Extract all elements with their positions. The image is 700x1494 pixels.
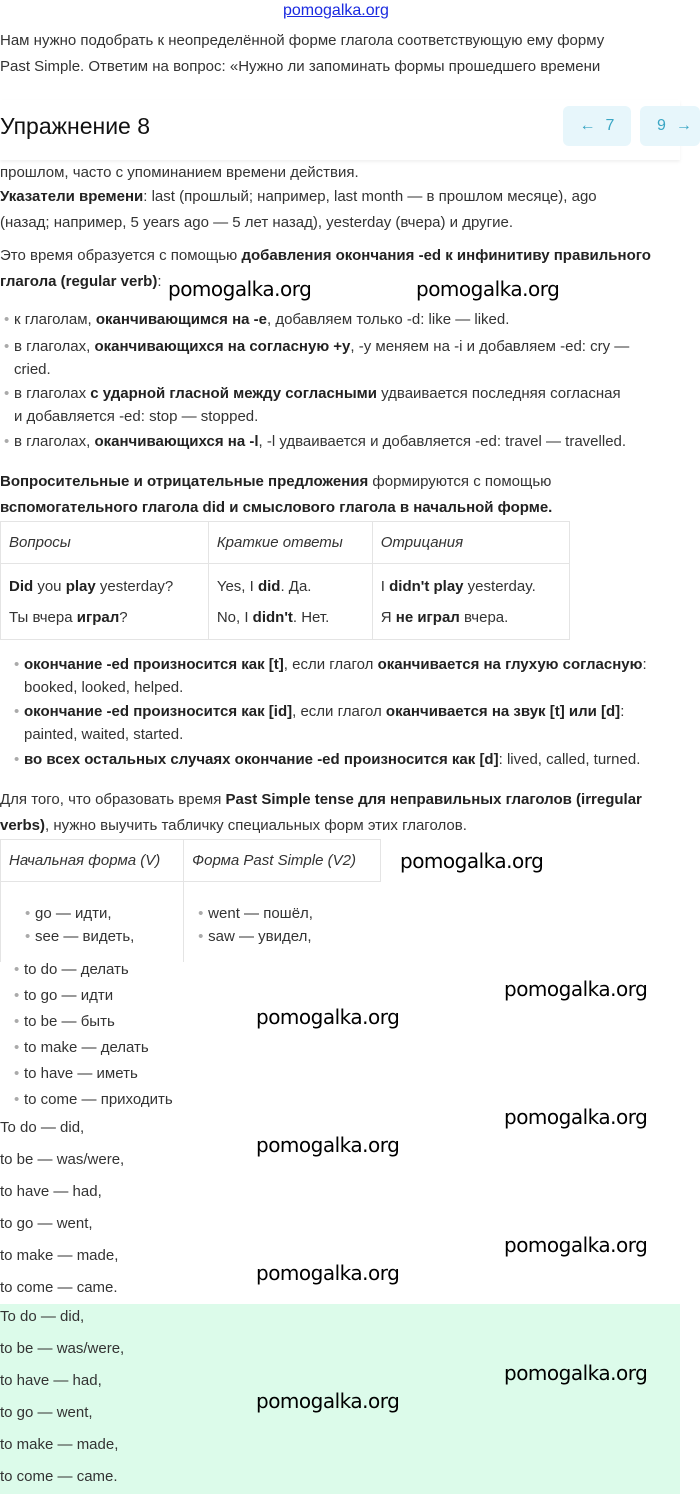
next-label: 9 — [657, 117, 666, 134]
answer-line: to go — went, — [0, 1215, 93, 1232]
page-title: Упражнение 8 — [0, 113, 151, 139]
answer-line: to go — went, — [0, 1404, 93, 1421]
prev-exercise-button[interactable] — [563, 106, 631, 146]
table-header: Вопросы — [1, 522, 209, 564]
answer-line: to be — was/were, — [0, 1340, 125, 1357]
t: оканчивается на глухую согласную — [377, 656, 643, 673]
t: didn't play — [389, 577, 464, 595]
t: в глаголах, — [14, 433, 95, 450]
intro-line: Нам нужно подобрать к неопределённой форме глагола соответствующую ему форму — [0, 32, 605, 49]
t: , если глагол — [292, 703, 386, 720]
watermark: pomogalka.org — [256, 1005, 400, 1029]
t: , если глагол — [283, 656, 378, 673]
t: не играл — [395, 608, 460, 626]
list-item: • to make — делать — [24, 1036, 149, 1059]
questions-table — [0, 521, 570, 640]
rule-item — [14, 335, 629, 381]
markers-line — [0, 188, 597, 205]
table-row — [1, 564, 570, 640]
t: , -y меняем на -i и добавляем -ed: cry — — [350, 338, 630, 355]
table-header: Форма Past Simple (V2) — [184, 840, 381, 882]
answer-line: to come — came. — [0, 1468, 118, 1485]
t: I — [380, 577, 390, 595]
t: Did — [9, 577, 34, 595]
t: окончание -ed произносится как [t] — [24, 656, 284, 673]
site-link[interactable]: pomogalka.org — [283, 2, 389, 19]
watermark: pomogalka.org — [400, 849, 544, 873]
t: didn't — [252, 608, 293, 626]
partial-line: прошлом, часто с упоминанием времени действия. — [0, 164, 359, 181]
watermark: pomogalka.org — [504, 977, 648, 1001]
t: cried. — [14, 361, 51, 378]
t: во всех остальных случаях окончание -ed произносится как [d] — [24, 751, 499, 768]
t: Я — [380, 608, 396, 626]
t: добавления окончания -ed к инфинитиву правильного — [241, 247, 651, 264]
t: формируются с помощью — [368, 473, 552, 490]
list-item: • to have — иметь — [24, 1062, 138, 1085]
answer-line: to come — came. — [0, 1279, 118, 1296]
pron-item — [24, 748, 640, 771]
t: you — [33, 577, 66, 595]
t: Вопросительные и отрицательные предложения — [0, 473, 369, 490]
t: . Да. — [280, 577, 312, 595]
t: painted, waited, started. — [24, 726, 184, 743]
t: вчера. — [459, 608, 509, 626]
t: : — [620, 703, 625, 720]
t: Ты вчера — [9, 608, 77, 626]
t: yesterday. — [463, 577, 536, 595]
t: : — [642, 656, 647, 673]
t: глагола (regular verb) — [0, 273, 158, 290]
questions-line — [0, 499, 552, 516]
rule-item — [14, 430, 626, 453]
t: : lived, called, turned. — [498, 751, 641, 768]
questions-line — [0, 473, 551, 490]
watermark: pomogalka.org — [256, 1261, 400, 1285]
list-item: • to come — приходить — [24, 1088, 173, 1111]
watermark: pomogalka.org — [504, 1233, 648, 1257]
t: окончание -ed произносится как [id] — [24, 703, 293, 720]
intro-line: Past Simple. Ответим на вопрос: «Нужно ли запоминать формы прошедшего времени — [0, 58, 601, 75]
table-cell — [1, 882, 184, 962]
t: . Нет. — [292, 608, 330, 626]
rule-item — [14, 382, 621, 428]
t: вспомогательного глагола did и смыслового глагола в начальной форме. — [0, 499, 553, 516]
table-cell — [372, 564, 569, 640]
pron-item — [24, 653, 647, 699]
next-exercise-button[interactable] — [640, 106, 700, 146]
watermark: pomogalka.org — [504, 1105, 648, 1129]
t: оканчивающихся на согласную +y — [94, 338, 351, 355]
t: и добавляется -ed: stop — stopped. — [14, 408, 259, 425]
table-header: Отрицания — [372, 522, 569, 564]
irregular-line — [0, 791, 642, 808]
t: оканчивающихся на -l — [94, 433, 259, 450]
watermark: pomogalka.org — [168, 277, 312, 301]
list-item: • go — идти, — [35, 902, 195, 925]
t: в глаголах — [14, 385, 91, 402]
t: играл — [76, 608, 120, 626]
t: verbs) — [0, 817, 46, 834]
rule-item — [14, 308, 509, 331]
markers-text: : last (прошлый; например, last month — в прошлом месяце), ago — [143, 188, 597, 205]
pron-item — [24, 700, 624, 746]
t: Для того, что образовать время — [0, 791, 226, 808]
list-item: • to be — быть — [24, 1010, 115, 1033]
answer-line: To do — did, — [0, 1119, 85, 1136]
list-item: • to do — делать — [24, 958, 129, 981]
formation-line — [0, 273, 162, 290]
answer-line: to have — had, — [0, 1183, 102, 1200]
prev-label: 7 — [605, 117, 615, 134]
list-item: • saw — увидел, — [208, 925, 382, 948]
t: с ударной гласной между согласными — [90, 385, 377, 402]
t: , нужно выучить табличку специальных форм этих глаголов. — [45, 817, 467, 834]
formation-line — [0, 247, 651, 264]
table-cell — [208, 564, 372, 640]
t: , -l удваивается и добавляется -ed: travel — travelled. — [258, 433, 627, 450]
t: к глаголам, — [14, 311, 96, 328]
t: did — [257, 577, 281, 595]
markers-line: (назад; например, 5 years ago — 5 лет назад), yesterday (вчера) и другие. — [0, 214, 514, 231]
t: Past Simple tense для неправильных глаголов (irregular — [225, 791, 642, 808]
table-cell — [1, 564, 209, 640]
list-item: • went — пошёл, — [208, 902, 382, 925]
irregular-table — [0, 839, 381, 962]
arrow-right-icon: → — [675, 117, 692, 134]
answer-line: to have — had, — [0, 1372, 102, 1389]
table-cell — [184, 882, 381, 962]
watermark: pomogalka.org — [256, 1133, 400, 1157]
watermark: pomogalka.org — [416, 277, 560, 301]
watermark: pomogalka.org — [504, 1361, 648, 1385]
t: No, I — [216, 608, 253, 626]
table-header: Начальная форма (V) — [1, 840, 184, 882]
t: Это время образуется с помощью — [0, 247, 242, 264]
list-item: • see — видеть, — [35, 925, 195, 948]
t: Yes, I — [216, 577, 258, 595]
list-item: • to go — идти — [24, 984, 113, 1007]
t: оканчивающимся на -е — [95, 311, 267, 328]
arrow-left-icon: ← — [579, 117, 596, 134]
t: оканчивается на звук [t] или [d] — [385, 703, 621, 720]
t: yesterday? — [95, 577, 174, 595]
t: удваивается последняя согласная — [376, 385, 621, 402]
answer-line: to be — was/were, — [0, 1151, 125, 1168]
t: : — [157, 273, 162, 290]
answer-line: to make — made, — [0, 1247, 119, 1264]
t: , добавляем только -d: like — liked. — [267, 311, 510, 328]
t: в глаголах, — [14, 338, 95, 355]
t: play — [65, 577, 96, 595]
t: booked, looked, helped. — [24, 679, 184, 696]
answer-line: to make — made, — [0, 1436, 119, 1453]
table-header: Краткие ответы — [208, 522, 372, 564]
answer-line: To do — did, — [0, 1308, 85, 1325]
table-row — [1, 882, 381, 962]
markers-label: Указатели времени — [0, 188, 144, 205]
watermark: pomogalka.org — [256, 1389, 400, 1413]
t: ? — [119, 608, 128, 626]
irregular-line — [0, 817, 467, 834]
